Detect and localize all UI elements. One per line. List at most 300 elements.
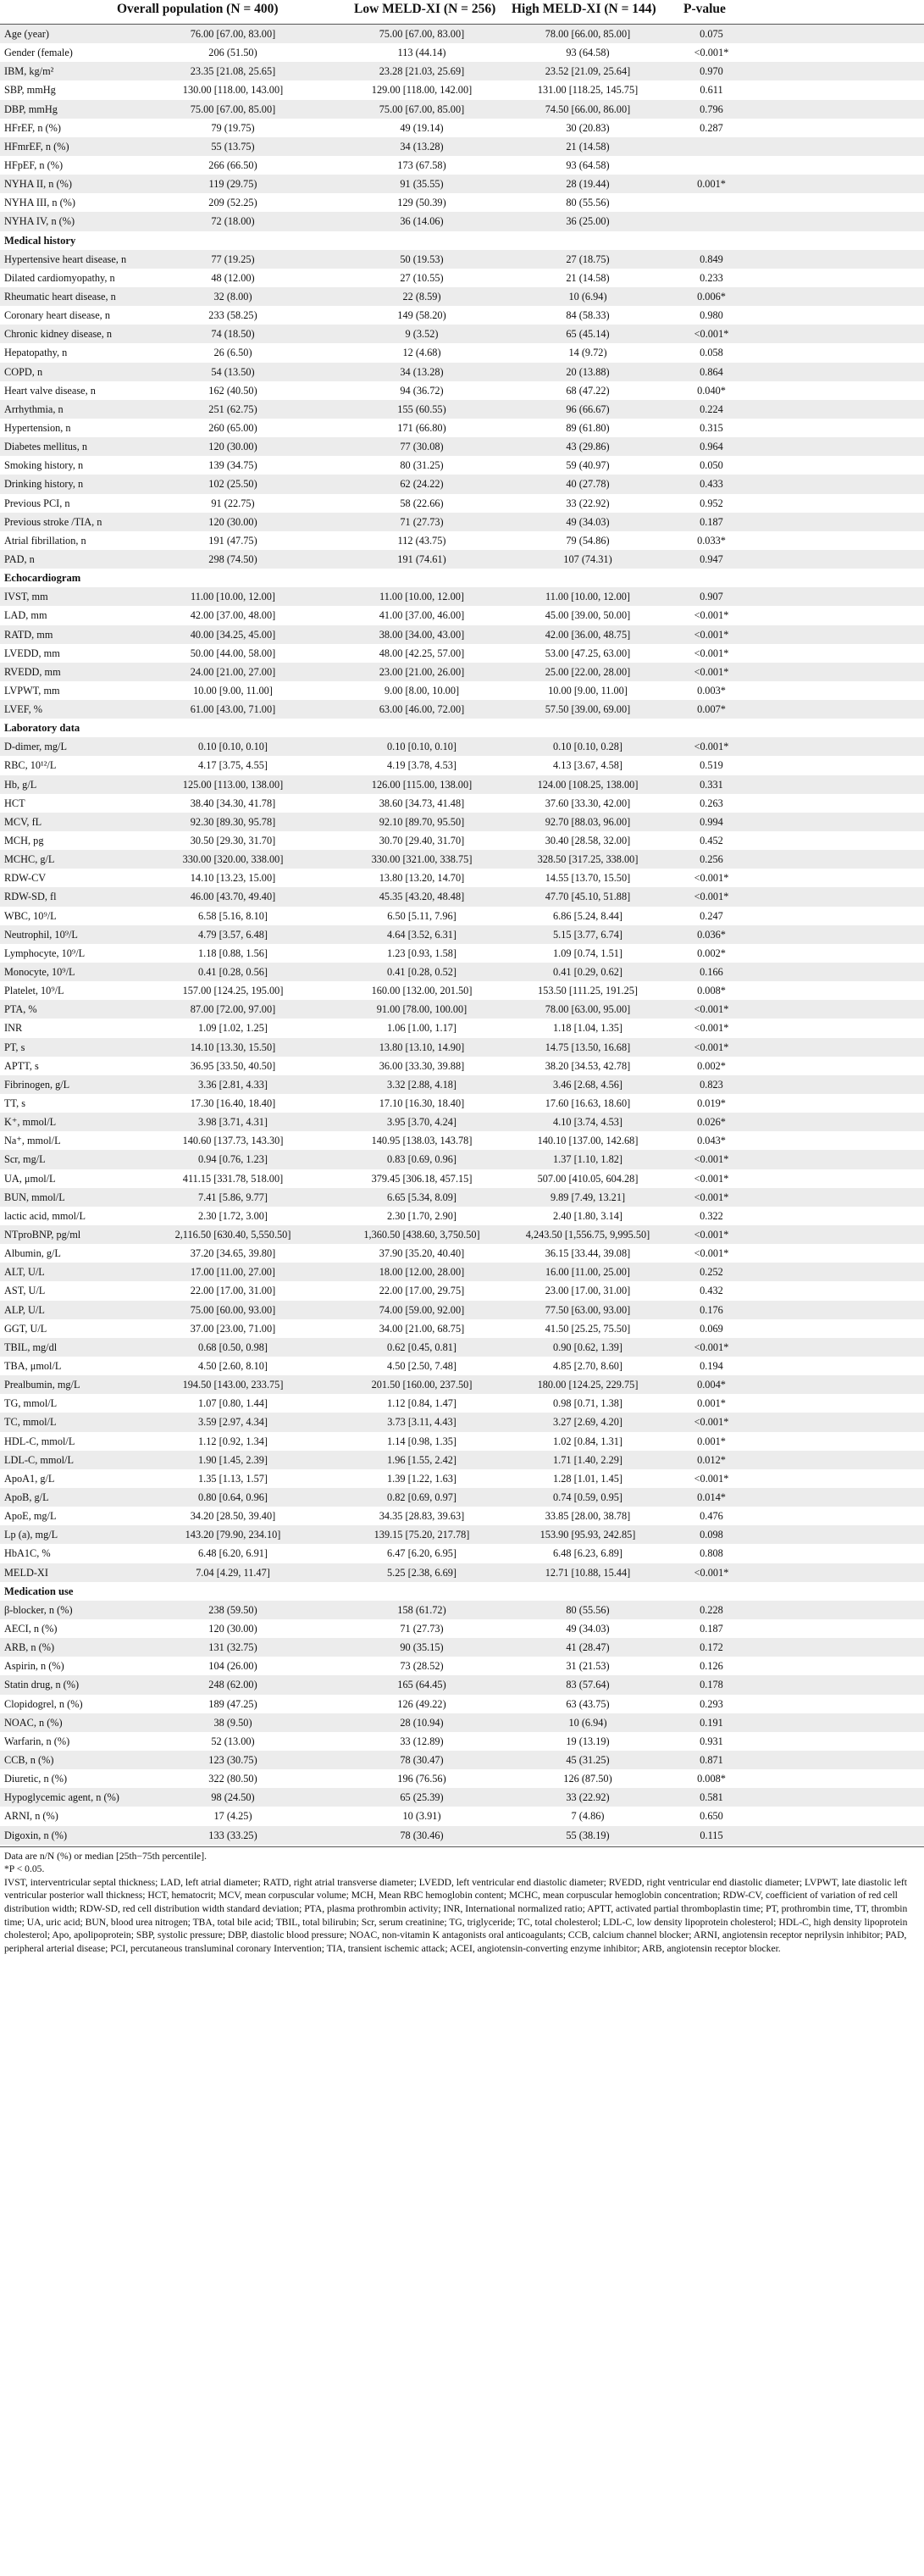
overall-value: 36.95 [33.50, 40.50] (190, 1059, 276, 1072)
high-meld-value: 27 (18.75) (566, 253, 610, 265)
table-row (0, 325, 924, 343)
low-meld-value: 1,360.50 [438.60, 3,750.50] (363, 1229, 480, 1241)
low-meld-value: 196 (76.56) (397, 1773, 446, 1785)
table-row (0, 212, 924, 230)
row-label: ARB, n (%) (4, 1641, 55, 1654)
row-label: Hypertensive heart disease, n (4, 253, 127, 265)
table-row (0, 456, 924, 475)
high-meld-value: 36 (25.00) (566, 215, 610, 228)
header-low-meld: Low MELD-XI (N = 256) (354, 2, 496, 16)
p-value: 0.287 (700, 121, 723, 134)
section-title: Medication use (4, 1585, 74, 1597)
high-meld-value: 45.00 [39.00, 50.00] (545, 609, 631, 622)
table-row (0, 831, 924, 850)
table-row (0, 137, 924, 156)
overall-value: 42.00 [37.00, 48.00] (190, 609, 276, 622)
table-row (0, 963, 924, 981)
low-meld-value: 129.00 [118.00, 142.00] (371, 84, 473, 97)
overall-value: 104 (26.00) (208, 1660, 257, 1673)
low-meld-value: 13.80 [13.20, 14.70] (379, 872, 465, 885)
overall-value: 10.00 [9.00, 11.00] (193, 684, 273, 697)
p-value: 0.126 (700, 1660, 723, 1673)
low-meld-value: 34.00 [21.00, 68.75] (379, 1322, 465, 1335)
overall-value: 0.10 [0.10, 0.10] (198, 741, 268, 753)
high-meld-value: 20 (13.88) (566, 365, 610, 378)
low-meld-value: 71 (27.73) (400, 515, 444, 528)
low-meld-value: 10 (3.91) (402, 1810, 441, 1823)
overall-value: 52 (13.00) (211, 1735, 255, 1747)
overall-value: 38 (9.50) (213, 1716, 252, 1729)
table-row (0, 1507, 924, 1525)
section-heading (0, 1582, 924, 1601)
table-row (0, 1169, 924, 1188)
high-meld-value: 36.15 [33.44, 39.08] (545, 1247, 631, 1260)
low-meld-value: 48.00 [42.25, 57.00] (379, 647, 465, 659)
overall-value: 24.00 [21.00, 27.00] (190, 665, 276, 678)
high-meld-value: 10.00 [9.00, 11.00] (548, 684, 628, 697)
row-label: ApoA1, g/L (4, 1472, 55, 1485)
low-meld-value: 33 (12.89) (400, 1735, 444, 1747)
overall-value: 1.12 [0.92, 1.34] (198, 1435, 268, 1447)
row-label: Prealbumin, mg/L (4, 1379, 80, 1391)
p-value: 0.432 (700, 1285, 723, 1297)
row-label: Chronic kidney disease, n (4, 328, 113, 341)
low-meld-value: 41.00 [37.00, 46.00] (379, 609, 465, 622)
p-value: <0.001* (694, 609, 729, 622)
high-meld-value: 16.00 [11.00, 25.00] (545, 1266, 630, 1279)
low-meld-value: 11.00 [10.00, 12.00] (379, 591, 464, 603)
section-heading (0, 569, 924, 587)
overall-value: 11.00 [10.00, 12.00] (191, 591, 275, 603)
low-meld-value: 6.47 [6.20, 6.95] (387, 1547, 456, 1560)
overall-value: 2.30 [1.72, 3.00] (198, 1209, 268, 1222)
low-meld-value: 34 (13.28) (400, 140, 444, 153)
low-meld-value: 201.50 [160.00, 237.50] (371, 1379, 473, 1391)
row-label: INR (4, 1022, 23, 1035)
high-meld-value: 3.27 [2.69, 4.20] (553, 1416, 622, 1429)
low-meld-value: 3.73 [3.11, 4.43] (387, 1416, 456, 1429)
table-row (0, 925, 924, 944)
high-meld-value: 93 (64.58) (566, 158, 610, 171)
low-meld-value: 92.10 [89.70, 95.50] (379, 815, 465, 828)
overall-value: 54 (13.50) (211, 365, 255, 378)
table-row (0, 193, 924, 212)
high-meld-value: 78.00 [63.00, 95.00] (545, 1003, 631, 1016)
high-meld-value: 49 (34.03) (566, 515, 610, 528)
table-row (0, 306, 924, 325)
p-value: 0.980 (700, 309, 723, 322)
table-row (0, 419, 924, 437)
high-meld-value: 65 (45.14) (566, 328, 610, 341)
p-value: <0.001* (694, 872, 729, 885)
low-meld-value: 13.80 [13.10, 14.90] (379, 1041, 465, 1053)
table-header (0, 0, 924, 24)
high-meld-value: 14.75 [13.50, 16.68] (545, 1041, 631, 1053)
low-meld-value: 73 (28.52) (400, 1660, 444, 1673)
table-row (0, 813, 924, 831)
table-row (0, 1225, 924, 1244)
row-label: RVEDD, mm (4, 665, 61, 678)
p-value: 0.476 (700, 1510, 723, 1523)
overall-value: 6.48 [6.20, 6.91] (198, 1547, 268, 1560)
high-meld-value: 328.50 [317.25, 338.00] (537, 853, 639, 866)
row-label: Hepatopathy, n (4, 347, 68, 359)
low-meld-value: 77 (30.08) (400, 441, 444, 453)
footnote-p-note: *P < 0.05. (4, 1863, 45, 1875)
row-label: Previous PCI, n (4, 497, 70, 509)
row-label: β-blocker, n (%) (4, 1603, 73, 1616)
overall-value: 298 (74.50) (208, 552, 257, 565)
low-meld-value: 129 (50.39) (397, 197, 446, 209)
row-label: UA, μmol/L (4, 1172, 56, 1185)
low-meld-value: 36 (14.06) (400, 215, 444, 228)
table-row (0, 1788, 924, 1807)
p-value: 0.849 (700, 253, 723, 265)
overall-value: 189 (47.25) (208, 1697, 257, 1710)
high-meld-value: 37.60 [33.30, 42.00] (545, 797, 631, 809)
low-meld-value: 23.00 [21.00, 26.00] (379, 665, 465, 678)
table-row (0, 1244, 924, 1263)
p-value: 0.075 (700, 28, 723, 40)
p-value: 0.611 (700, 84, 723, 97)
overall-value: 162 (40.50) (208, 384, 257, 397)
high-meld-value: 78.00 [66.00, 85.00] (545, 28, 631, 40)
table-row (0, 1188, 924, 1207)
p-value: 0.871 (700, 1753, 723, 1766)
high-meld-value: 507.00 [410.05, 604.28] (537, 1172, 639, 1185)
row-label: ApoE, mg/L (4, 1510, 57, 1523)
high-meld-value: 23.00 [17.00, 31.00] (545, 1285, 631, 1297)
row-label: Rheumatic heart disease, n (4, 290, 116, 303)
section-title: Echocardiogram (4, 572, 81, 585)
high-meld-value: 45 (31.25) (566, 1753, 610, 1766)
row-label: HDL-C, mmol/L (4, 1435, 75, 1447)
table-row (0, 887, 924, 906)
overall-value: 76.00 [67.00, 83.00] (190, 28, 276, 40)
row-label: Aspirin, n (%) (4, 1660, 64, 1673)
low-meld-value: 17.10 [16.30, 18.40] (379, 1097, 465, 1110)
header-high-meld: High MELD-XI (N = 144) (512, 2, 656, 16)
high-meld-value: 79 (54.86) (566, 534, 610, 547)
table-row (0, 1544, 924, 1563)
row-label: Atrial fibrillation, n (4, 534, 86, 547)
low-meld-value: 34.35 [28.83, 39.63] (379, 1510, 465, 1523)
high-meld-value: 57.50 [39.00, 69.00] (545, 703, 631, 716)
table-row (0, 62, 924, 80)
overall-value: 140.60 [137.73, 143.30] (182, 1135, 284, 1147)
row-label: WBC, 10⁹/L (4, 909, 57, 922)
row-label: RDW-SD, fl (4, 891, 57, 903)
table-bottom-rule (0, 1846, 924, 1847)
overall-value: 46.00 [43.70, 49.40] (190, 891, 276, 903)
table-row (0, 119, 924, 137)
overall-value: 7.41 [5.86, 9.77] (198, 1191, 268, 1203)
row-label: BUN, mmol/L (4, 1191, 65, 1203)
table-row (0, 175, 924, 193)
low-meld-value: 45.35 [43.20, 48.48] (379, 891, 465, 903)
low-meld-value: 6.50 [5.11, 7.96] (387, 909, 456, 922)
table-row (0, 1131, 924, 1150)
row-label: D-dimer, mg/L (4, 741, 67, 753)
p-value: 0.247 (700, 909, 723, 922)
high-meld-value: 41 (28.47) (566, 1641, 610, 1654)
high-meld-value: 25.00 [22.00, 28.00] (545, 665, 631, 678)
high-meld-value: 42.00 [36.00, 48.75] (545, 628, 631, 641)
p-value: 0.252 (700, 1266, 723, 1279)
low-meld-value: 173 (67.58) (397, 158, 446, 171)
p-value: 0.256 (700, 853, 723, 866)
low-meld-value: 71 (27.73) (400, 1622, 444, 1635)
p-value: 0.178 (700, 1679, 723, 1691)
row-label: TBA, μmol/L (4, 1359, 62, 1372)
p-value: <0.001* (694, 328, 729, 341)
high-meld-value: 0.41 [0.29, 0.62] (553, 966, 622, 979)
overall-value: 37.20 [34.65, 39.80] (190, 1247, 276, 1260)
table-row (0, 1713, 924, 1732)
overall-value: 120 (30.00) (208, 441, 257, 453)
table-row (0, 1057, 924, 1075)
row-label: Hypertension, n (4, 421, 71, 434)
p-value: 0.952 (700, 497, 723, 509)
row-label: MELD-XI (4, 1566, 48, 1579)
high-meld-value: 21 (14.58) (566, 140, 610, 153)
row-label: Dilated cardiomyopathy, n (4, 271, 115, 284)
p-value: <0.001* (694, 1172, 729, 1185)
table-row (0, 400, 924, 419)
row-label: NOAC, n (%) (4, 1716, 63, 1729)
table-row (0, 1432, 924, 1451)
low-meld-value: 0.10 [0.10, 0.10] (387, 741, 456, 753)
table-row (0, 1263, 924, 1281)
p-value: <0.001* (694, 1003, 729, 1016)
high-meld-value: 17.60 [16.63, 18.60] (545, 1097, 631, 1110)
row-label: Previous stroke /TIA, n (4, 515, 102, 528)
low-meld-value: 1.96 [1.55, 2.42] (387, 1453, 456, 1466)
low-meld-value: 94 (36.72) (400, 384, 444, 397)
high-meld-value: 107 (74.31) (563, 552, 612, 565)
p-value: <0.001* (694, 628, 729, 641)
overall-value: 209 (52.25) (208, 197, 257, 209)
table-row (0, 1525, 924, 1544)
p-value: 0.043* (697, 1135, 726, 1147)
table-row (0, 437, 924, 456)
overall-value: 322 (80.50) (208, 1773, 257, 1785)
low-meld-value: 4.64 [3.52, 6.31] (387, 928, 456, 941)
overall-value: 72 (18.00) (211, 215, 255, 228)
row-label: PTA, % (4, 1003, 37, 1016)
overall-value: 7.04 [4.29, 11.47] (196, 1566, 270, 1579)
p-value: <0.001* (694, 741, 729, 753)
table-row (0, 1113, 924, 1131)
high-meld-value: 14.55 [13.70, 15.50] (545, 872, 631, 885)
row-label: RATD, mm (4, 628, 53, 641)
row-label: ALT, U/L (4, 1266, 45, 1279)
header-p-value: P-value (683, 2, 726, 16)
overall-value: 206 (51.50) (208, 47, 257, 59)
low-meld-value: 1.06 [1.00, 1.17] (387, 1022, 456, 1035)
table-row (0, 1732, 924, 1751)
table-row (0, 1807, 924, 1825)
low-meld-value: 74.00 [59.00, 92.00] (379, 1303, 465, 1316)
high-meld-value: 140.10 [137.00, 142.68] (537, 1135, 639, 1147)
overall-value: 1.09 [1.02, 1.25] (198, 1022, 268, 1035)
high-meld-value: 10 (6.94) (568, 290, 607, 303)
table-row (0, 756, 924, 774)
p-value: <0.001* (694, 665, 729, 678)
high-meld-value: 4,243.50 [1,556.75, 9,995.50] (525, 1229, 650, 1241)
row-label: MCV, fL (4, 815, 42, 828)
overall-value: 119 (29.75) (208, 178, 257, 191)
row-label: APTT, s (4, 1059, 39, 1072)
row-label: AST, U/L (4, 1285, 46, 1297)
low-meld-value: 34 (13.28) (400, 365, 444, 378)
row-label: RBC, 10¹²/L (4, 759, 57, 772)
low-meld-value: 50 (19.53) (400, 253, 444, 265)
high-meld-value: 1.18 [1.04, 1.35] (553, 1022, 622, 1035)
high-meld-value: 2.40 [1.80, 3.14] (553, 1209, 622, 1222)
high-meld-value: 5.15 [3.77, 6.74] (553, 928, 622, 941)
row-label: Coronary heart disease, n (4, 309, 110, 322)
row-label: Lp (a), mg/L (4, 1529, 58, 1541)
overall-value: 17.00 [11.00, 27.00] (191, 1266, 275, 1279)
row-label: K⁺, mmol/L (4, 1116, 57, 1129)
row-label: NTproBNP, pg/ml (4, 1229, 81, 1241)
low-meld-value: 91 (35.55) (400, 178, 444, 191)
high-meld-value: 83 (57.64) (566, 1679, 610, 1691)
table-row (0, 100, 924, 119)
overall-value: 0.94 [0.76, 1.23] (198, 1153, 268, 1166)
low-meld-value: 126.00 [115.00, 138.00] (371, 778, 473, 791)
row-label: IVST, mm (4, 591, 48, 603)
table-row (0, 531, 924, 550)
table-row (0, 625, 924, 644)
table-row (0, 869, 924, 887)
overall-value: 133 (33.25) (208, 1829, 257, 1841)
overall-value: 23.35 [21.08, 25.65] (190, 65, 276, 78)
low-meld-value: 36.00 [33.30, 39.88] (379, 1059, 465, 1072)
high-meld-value: 74.50 [66.00, 86.00] (545, 103, 631, 115)
p-value: 0.931 (700, 1735, 723, 1747)
low-meld-value: 6.65 [5.34, 8.09] (387, 1191, 456, 1203)
high-meld-value: 153.90 [95.93, 242.85] (539, 1529, 636, 1541)
p-value: <0.001* (694, 647, 729, 659)
p-value: 0.002* (697, 1059, 726, 1072)
row-label: NYHA II, n (%) (4, 178, 72, 191)
row-label: Hb, g/L (4, 778, 37, 791)
row-label: LAD, mm (4, 609, 47, 622)
low-meld-value: 30.70 [29.40, 31.70] (379, 835, 465, 847)
table-row (0, 681, 924, 700)
high-meld-value: 80 (55.56) (566, 197, 610, 209)
low-meld-value: 9.00 [8.00, 10.00] (384, 684, 460, 697)
overall-value: 139 (34.75) (208, 459, 257, 472)
table-row (0, 381, 924, 400)
p-value: 0.115 (700, 1829, 723, 1841)
row-label: MCHC, g/L (4, 853, 55, 866)
overall-value: 3.36 [2.81, 4.33] (198, 1078, 268, 1091)
p-value: 0.228 (700, 1603, 723, 1616)
table-row (0, 550, 924, 569)
table-row (0, 1675, 924, 1694)
table-row (0, 287, 924, 306)
high-meld-value: 38.20 [34.53, 42.78] (545, 1059, 631, 1072)
low-meld-value: 149 (58.20) (397, 309, 446, 322)
row-label: AECI, n (%) (4, 1622, 58, 1635)
row-label: Scr, mg/L (4, 1153, 46, 1166)
p-value: 0.172 (700, 1641, 723, 1654)
low-meld-value: 171 (66.80) (397, 421, 446, 434)
p-value: 0.001* (697, 1397, 726, 1410)
high-meld-value: 21 (14.58) (566, 271, 610, 284)
row-label: Albumin, g/L (4, 1247, 61, 1260)
row-label: PAD, n (4, 552, 35, 565)
low-meld-value: 158 (61.72) (397, 1603, 446, 1616)
low-meld-value: 91.00 [78.00, 100.00] (376, 1003, 468, 1016)
p-value: 0.224 (700, 402, 723, 415)
row-label: GGT, U/L (4, 1322, 47, 1335)
row-label: Platelet, 10⁹/L (4, 985, 64, 997)
table-row (0, 1319, 924, 1338)
table-row (0, 250, 924, 269)
table-row (0, 1469, 924, 1488)
row-label: Heart valve disease, n (4, 384, 96, 397)
table-row (0, 1619, 924, 1638)
low-meld-value: 23.28 [21.03, 25.69] (379, 65, 465, 78)
high-meld-value: 0.90 [0.62, 1.39] (553, 1341, 622, 1353)
row-label: Neutrophil, 10⁹/L (4, 928, 78, 941)
low-meld-value: 75.00 [67.00, 83.00] (379, 28, 465, 40)
table-row (0, 981, 924, 1000)
p-value: 0.008* (697, 1773, 726, 1785)
table-body (0, 25, 924, 1845)
high-meld-value: 180.00 [124.25, 229.75] (537, 1379, 639, 1391)
high-meld-value: 0.98 [0.71, 1.38] (553, 1397, 622, 1410)
low-meld-value: 5.25 [2.38, 6.69] (387, 1566, 456, 1579)
p-value: 0.166 (700, 966, 723, 979)
table-row (0, 1601, 924, 1619)
p-value: 0.187 (700, 1622, 723, 1635)
overall-value: 248 (62.00) (208, 1679, 257, 1691)
table-row (0, 775, 924, 794)
row-label: SBP, mmHg (4, 84, 56, 97)
table-row (0, 1413, 924, 1431)
p-value: <0.001* (694, 1153, 729, 1166)
p-value: 0.058 (700, 347, 723, 359)
p-value: <0.001* (694, 1416, 729, 1429)
p-value: 0.002* (697, 947, 726, 959)
overall-value: 74 (18.50) (211, 328, 255, 341)
high-meld-value: 23.52 [21.09, 25.64] (545, 65, 631, 78)
overall-value: 2,116.50 [630.40, 5,550.50] (174, 1229, 291, 1241)
high-meld-value: 55 (38.19) (566, 1829, 610, 1841)
row-label: MCH, pg (4, 835, 44, 847)
overall-value: 87.00 [72.00, 97.00] (190, 1003, 276, 1016)
overall-value: 1.35 [1.13, 1.57] (198, 1472, 268, 1485)
row-label: TC, mmol/L (4, 1416, 57, 1429)
high-meld-value: 93 (64.58) (566, 47, 610, 59)
row-label: Lymphocyte, 10⁹/L (4, 947, 86, 959)
overall-value: 3.59 [2.97, 4.34] (198, 1416, 268, 1429)
low-meld-value: 58 (22.66) (400, 497, 444, 509)
low-meld-value: 78 (30.46) (400, 1829, 444, 1841)
table-row (0, 1657, 924, 1675)
row-label: Monocyte, 10⁹/L (4, 966, 75, 979)
p-value: 0.007* (697, 703, 726, 716)
high-meld-value: 30.40 [28.58, 32.00] (545, 835, 631, 847)
high-meld-value: 12.71 [10.88, 15.44] (545, 1566, 631, 1579)
high-meld-value: 0.10 [0.10, 0.28] (553, 741, 622, 753)
table-row (0, 1038, 924, 1057)
